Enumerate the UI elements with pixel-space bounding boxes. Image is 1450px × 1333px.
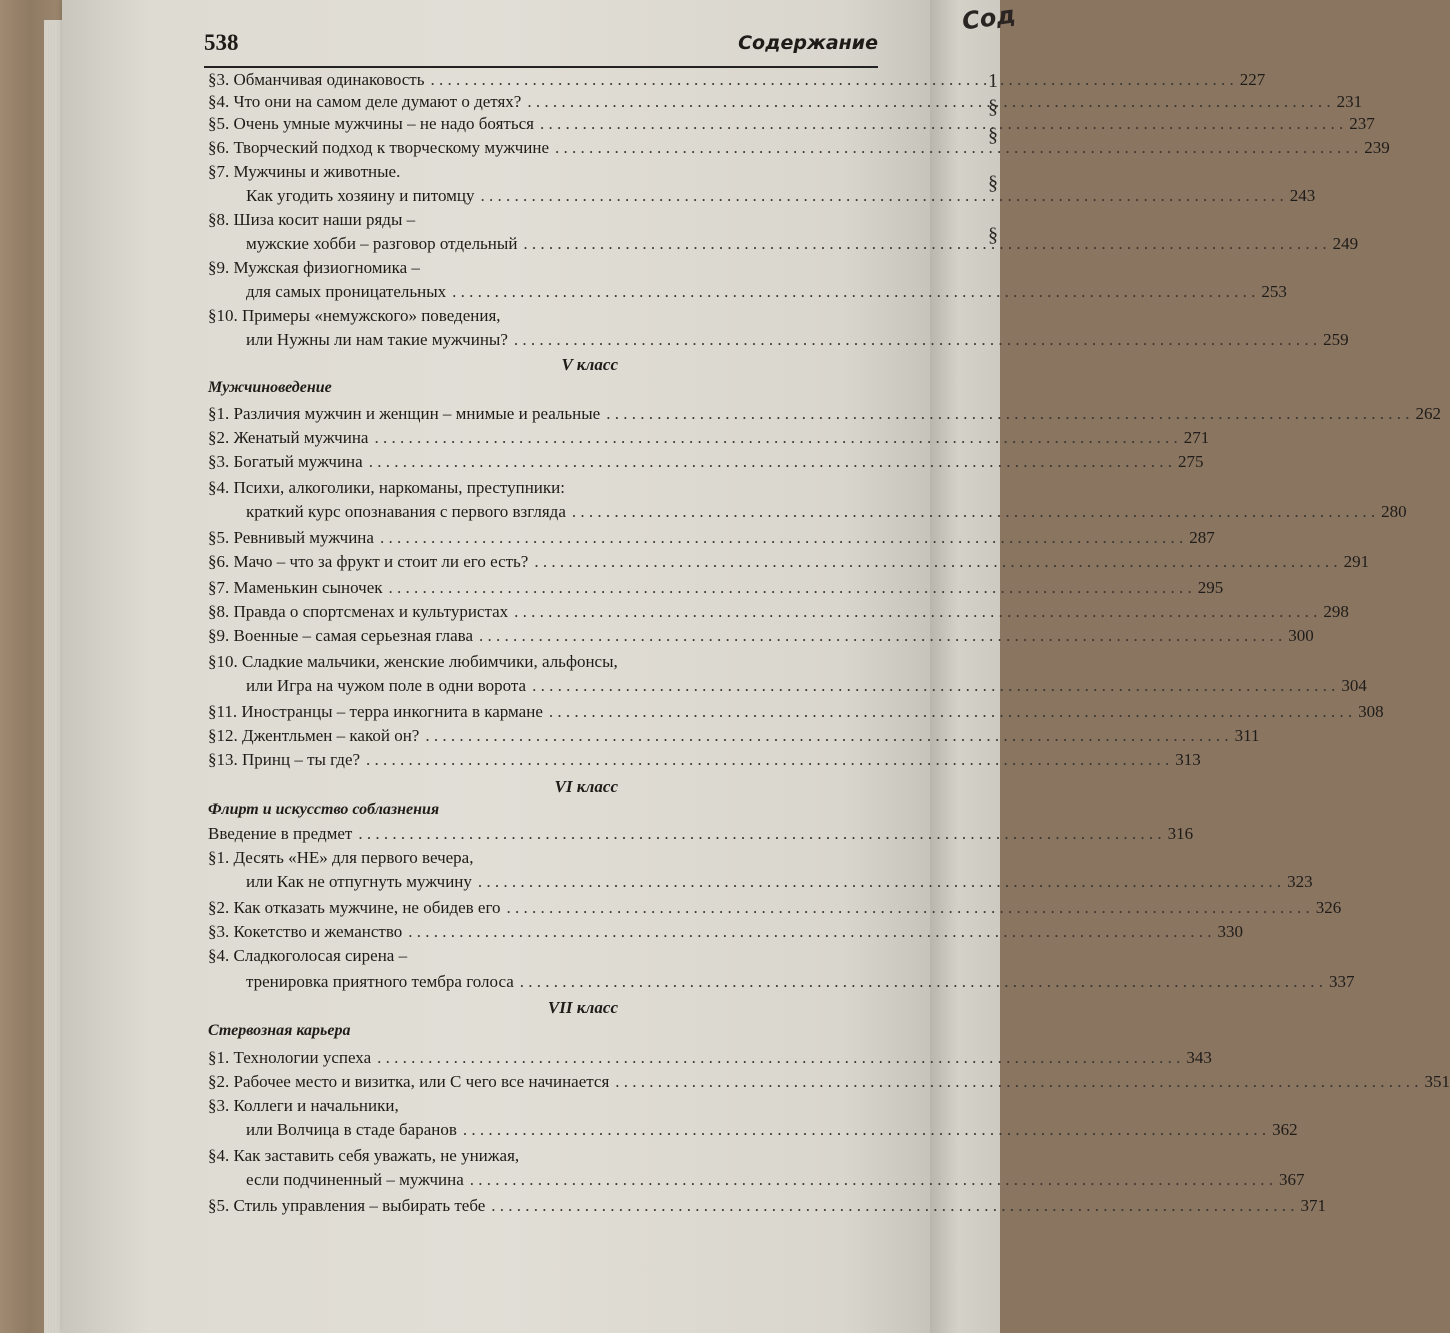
dot-leader <box>369 452 1172 472</box>
dot-leader <box>478 872 1281 892</box>
toc-entry-title: §1. Различия мужчин и женщин – мнимые и реальные <box>208 404 601 423</box>
toc-entry-title: §4. Сладкоголосая сирена – <box>208 946 408 965</box>
dot-leader <box>479 626 1282 646</box>
toc-entry-title: §4. Как заставить себя уважать, не унижая, <box>208 1146 520 1165</box>
toc-entry-page-number: 291 <box>1343 552 1370 571</box>
running-title: Содержание <box>738 32 878 54</box>
toc-entry <box>208 602 1349 626</box>
toc-entry <box>208 428 1210 452</box>
toc-entry <box>208 404 1441 428</box>
dot-leader <box>463 1120 1266 1140</box>
toc-entry-title: §2. Женатый мужчина <box>208 428 369 447</box>
toc-entry <box>208 478 868 502</box>
toc-entry-page-number: 237 <box>1349 114 1375 133</box>
toc-entry-title: краткий курс опознавания с первого взгляда <box>246 502 566 521</box>
toc-entry-title: §3. Богатый мужчина <box>208 452 363 471</box>
toc-entry <box>208 234 1359 258</box>
toc-entry-title: §13. Принц – ты где? <box>208 750 361 769</box>
toc-entry-page-number: 227 <box>1239 70 1266 89</box>
toc-entry <box>208 70 1266 94</box>
toc-entry-page-number: 304 <box>1341 676 1367 695</box>
toc-entry-page-number: 259 <box>1323 330 1349 349</box>
toc-entry <box>208 330 1349 354</box>
dot-leader <box>470 1170 1273 1190</box>
toc-entry-title: §11. Иностранцы – терра инкогнита в кармане <box>208 702 543 721</box>
dot-leader <box>527 92 1330 112</box>
toc-entry-title: §3. Кокетство и жеманство <box>208 922 403 941</box>
toc-entry-title: §2. Рабочее место и визитка, или С чего все начинается <box>208 1072 610 1091</box>
dot-leader <box>358 824 1161 844</box>
toc-entry-page-number: 300 <box>1288 626 1314 645</box>
toc-entry-page-number: 351 <box>1424 1072 1450 1091</box>
toc-entry-title: §5. Очень умные мужчины – не надо бояться <box>208 114 534 133</box>
toc-entry-title: для самых проницательных <box>246 282 447 301</box>
toc-entry-title: §4. Психи, алкоголики, наркоманы, преступники: <box>208 478 565 497</box>
toc-entry-page-number: 295 <box>1197 578 1224 597</box>
adjacent-page-mark: § <box>988 224 998 246</box>
dot-leader <box>534 552 1337 572</box>
toc-entry <box>208 872 1313 896</box>
toc-entry <box>208 502 1407 526</box>
toc-entry-page-number: 239 <box>1364 138 1390 157</box>
dot-leader <box>606 404 1409 424</box>
toc-entry-title: §12. Джентльмен – какой он? <box>208 726 420 745</box>
toc-entry-title: §1. Технологии успеха <box>208 1048 372 1067</box>
toc-entry <box>208 824 1194 848</box>
toc-entry-title: или Как не отпугнуть мужчину <box>246 872 472 891</box>
dot-leader <box>374 428 1177 448</box>
toc-entry-page-number: 371 <box>1300 1196 1327 1215</box>
toc-entry <box>208 626 1314 650</box>
toc-entry <box>208 528 1215 552</box>
toc-entry-title: §1. Десять «НЕ» для первого вечера, <box>208 848 474 867</box>
toc-entry-page-number: 337 <box>1329 972 1355 991</box>
page-header <box>204 24 878 68</box>
toc-entry-title: §8. Шиза косит наши ряды – <box>208 210 416 229</box>
toc-entry <box>208 578 1224 602</box>
dot-leader <box>452 282 1255 302</box>
toc-entry <box>208 972 1355 996</box>
toc-entry <box>208 162 868 186</box>
section-heading: Мужчиноведение <box>208 379 332 396</box>
toc-entry <box>208 1120 1298 1144</box>
toc-entry-page-number: 280 <box>1381 502 1407 521</box>
dot-leader <box>430 70 1233 90</box>
toc-entry <box>208 452 1204 476</box>
toc-entry-title: Как угодить хозяину и питомцу <box>246 186 475 205</box>
adjacent-page-mark: § <box>988 172 998 194</box>
toc-entry <box>208 1146 868 1170</box>
toc-entry-page-number: 367 <box>1279 1170 1305 1189</box>
toc-entry-title: §4. Что они на самом деле думают о детях? <box>208 92 522 111</box>
toc-entry <box>208 750 1201 774</box>
toc-entry-page-number: 362 <box>1272 1120 1298 1139</box>
toc-entry <box>208 210 868 234</box>
dot-leader <box>549 702 1352 722</box>
toc-entry <box>208 138 1390 162</box>
toc-entry-page-number: 253 <box>1261 282 1287 301</box>
toc-entry-page-number: 249 <box>1332 234 1359 253</box>
toc-entry <box>208 726 1260 750</box>
page-number: 538 <box>204 30 239 55</box>
toc-entry-title: §5. Ревнивый мужчина <box>208 528 374 547</box>
toc-entry-page-number: 287 <box>1189 528 1215 547</box>
class-heading: V класс <box>561 355 618 374</box>
toc-entry-title: или Волчица в стаде баранов <box>246 1120 457 1139</box>
dot-leader <box>615 1072 1418 1092</box>
dot-leader <box>366 750 1169 770</box>
toc-entry-page-number: 316 <box>1167 824 1194 843</box>
toc-entry <box>208 306 868 330</box>
dot-leader <box>514 602 1317 622</box>
class-heading: VII класс <box>547 998 618 1017</box>
toc-entry-title: если подчиненный – мужчина <box>246 1170 464 1189</box>
toc-entry <box>208 1048 1212 1072</box>
toc-entry-title: мужские хобби – разговор отдельный <box>246 234 518 253</box>
toc-entry-title: §5. Стиль управления – выбирать тебе <box>208 1196 486 1215</box>
dot-leader <box>389 578 1192 598</box>
toc-entry <box>208 946 868 970</box>
toc-entry <box>208 922 1243 946</box>
toc-entry <box>208 898 1342 922</box>
toc-entry-title: §2. Как отказать мужчине, не обидев его <box>208 898 501 917</box>
toc-entry-title: тренировка приятного тембра голоса <box>246 972 514 991</box>
dot-leader <box>408 922 1211 942</box>
toc-entry-page-number: 343 <box>1186 1048 1212 1067</box>
toc-entry-title: §8. Правда о спортсменах и культуристах <box>208 602 509 621</box>
toc-entry <box>208 258 868 282</box>
dot-leader <box>425 726 1228 746</box>
toc-entry-page-number: 271 <box>1183 428 1210 447</box>
dot-leader <box>380 528 1183 548</box>
toc-entry-page-number: 311 <box>1234 726 1260 745</box>
toc-entry <box>208 114 1375 138</box>
section-heading: Стервозная карьера <box>208 1022 351 1039</box>
dot-leader <box>523 234 1326 254</box>
toc-entry-title: §3. Коллеги и начальники, <box>208 1096 399 1115</box>
section-heading: Флирт и искусство соблазнения <box>208 801 440 818</box>
dot-leader <box>540 114 1343 134</box>
toc-entry <box>208 282 1287 306</box>
dot-leader <box>555 138 1358 158</box>
dot-leader <box>491 1196 1294 1216</box>
toc-entry-page-number: 231 <box>1336 92 1363 111</box>
toc-entry-title: или Нужны ли нам такие мужчины? <box>246 330 508 349</box>
toc-entry-page-number: 275 <box>1177 452 1204 471</box>
toc-entry <box>208 652 868 676</box>
toc-entry <box>208 552 1370 576</box>
dot-leader <box>520 972 1323 992</box>
toc-entry-page-number: 308 <box>1358 702 1384 721</box>
toc-entry-title: §9. Мужская физиогномика – <box>208 258 420 277</box>
adjacent-page-title-fragment: Сод <box>960 0 1018 36</box>
toc-entry <box>208 702 1384 726</box>
dot-leader <box>507 898 1310 918</box>
toc-entry-title: или Игра на чужом поле в одни ворота <box>246 676 527 695</box>
toc-entry <box>208 848 868 872</box>
toc-entry-title: §10. Сладкие мальчики, женские любимчики, альфонсы, <box>208 652 618 671</box>
toc-entry-title: §9. Военные – самая серьезная глава <box>208 626 474 645</box>
adjacent-page-mark: 1 <box>988 70 998 92</box>
toc-entry-title: §7. Маменькин сыночек <box>208 578 383 597</box>
toc-entry <box>208 1072 1450 1096</box>
class-heading: VI класс <box>554 777 618 796</box>
dot-leader <box>572 502 1375 522</box>
toc-entry-page-number: 330 <box>1217 922 1243 941</box>
toc-entry-page-number: 298 <box>1323 602 1349 621</box>
dot-leader <box>377 1048 1180 1068</box>
adjacent-page-mark: § <box>988 124 998 146</box>
toc-entry <box>208 676 1367 700</box>
toc-entry-title: §3. Обманчивая одинаковость <box>208 70 425 89</box>
toc-entry-title: §6. Мачо – что за фрукт и стоит ли его есть? <box>208 552 529 571</box>
toc-entry-page-number: 262 <box>1415 404 1441 423</box>
toc-entry-title: Введение в предмет <box>208 824 353 843</box>
toc-entry <box>208 1196 1327 1220</box>
toc-entry-title: §6. Творческий подход к творческому мужчине <box>208 138 550 157</box>
toc-entry-title: §10. Примеры «немужского» поведения, <box>208 306 501 325</box>
dot-leader <box>532 676 1335 696</box>
toc-entry <box>208 186 1316 210</box>
toc-entry-page-number: 326 <box>1315 898 1342 917</box>
toc-entry-page-number: 313 <box>1175 750 1201 769</box>
toc-entry-page-number: 243 <box>1289 186 1316 205</box>
toc-entry <box>208 1170 1305 1194</box>
toc-entry <box>208 1096 868 1120</box>
adjacent-page-mark: § <box>988 96 998 118</box>
toc-entry-page-number: 323 <box>1287 872 1313 891</box>
toc-entry-title: §7. Мужчины и животные. <box>208 162 401 181</box>
dot-leader <box>481 186 1284 206</box>
dot-leader <box>514 330 1317 350</box>
toc-entry <box>208 92 1363 116</box>
